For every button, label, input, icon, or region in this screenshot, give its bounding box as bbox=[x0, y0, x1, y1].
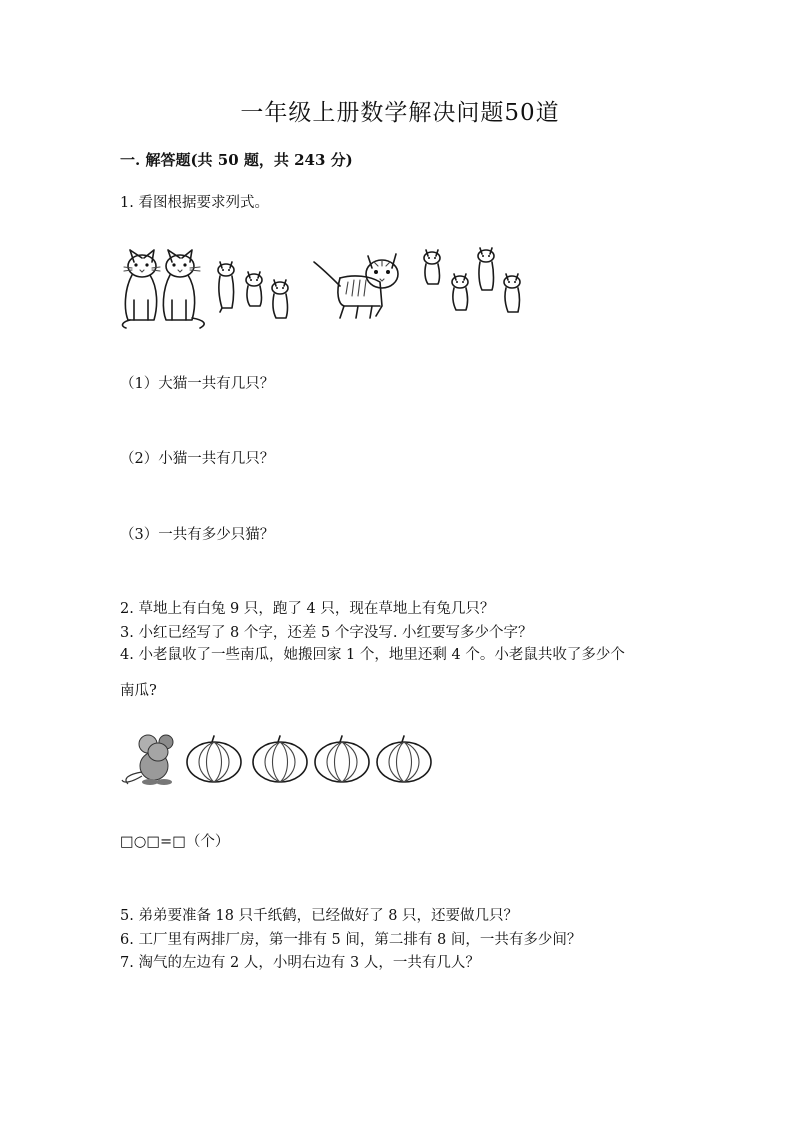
small-cat-icon bbox=[272, 280, 288, 318]
pumpkin-icon bbox=[315, 736, 369, 782]
question-1-part-1: （1）大猫一共有几只？ bbox=[120, 376, 275, 392]
question-4-formula: □○□=□（个） bbox=[120, 834, 230, 850]
small-cat-icon bbox=[452, 274, 468, 310]
pumpkin-icon bbox=[253, 736, 307, 782]
small-cat-icon bbox=[478, 248, 494, 290]
question-2: 2. 草地上有白兔 9 只，跑了 4 只，现在草地上有兔几只？ bbox=[120, 601, 495, 617]
question-1: 1. 看图根据要求列式。 bbox=[120, 195, 269, 211]
small-cat-icon bbox=[424, 250, 440, 284]
page-title: 一年级上册数学解决问题50道 bbox=[240, 100, 560, 126]
question-1-part-3: （3）一共有多少只猫？ bbox=[120, 527, 275, 543]
mouse-and-pumpkins-illustration bbox=[118, 732, 434, 788]
pumpkin-icon bbox=[187, 736, 241, 782]
pumpkin-icon bbox=[377, 736, 431, 782]
question-4-line-1: 4. 小老鼠收了一些南瓜，她搬回家 1 个，地里还剩 4 个。小老鼠共收了多少个 bbox=[120, 647, 625, 663]
small-cat-icon bbox=[246, 272, 262, 306]
question-7: 7. 淘气的左边有 2 人，小明右边有 3 人，一共有几人？ bbox=[120, 955, 480, 971]
section-heading: 一. 解答题(共 50 题，共 243 分) bbox=[120, 151, 353, 169]
walking-cat-icon bbox=[314, 254, 398, 318]
question-5: 5. 弟弟要准备 18 只千纸鹤，已经做好了 8 只，还要做几只？ bbox=[120, 908, 519, 924]
question-6: 6. 工厂里有两排厂房，第一排有 5 间，第二排有 8 间，一共有多少间？ bbox=[120, 932, 582, 948]
small-cat-icon bbox=[218, 262, 234, 312]
big-cat-icon bbox=[163, 250, 204, 328]
question-3: 3. 小红已经写了 8 个字，还差 5 个字没写. 小红要写多少个字？ bbox=[120, 625, 533, 641]
small-cat-icon bbox=[504, 274, 520, 312]
mouse-icon bbox=[122, 735, 173, 785]
question-1-part-2: （2）小猫一共有几只？ bbox=[120, 451, 275, 467]
cats-illustration bbox=[118, 240, 530, 332]
question-4-line-2: 南瓜? bbox=[120, 683, 157, 699]
big-cat-icon bbox=[123, 250, 160, 328]
